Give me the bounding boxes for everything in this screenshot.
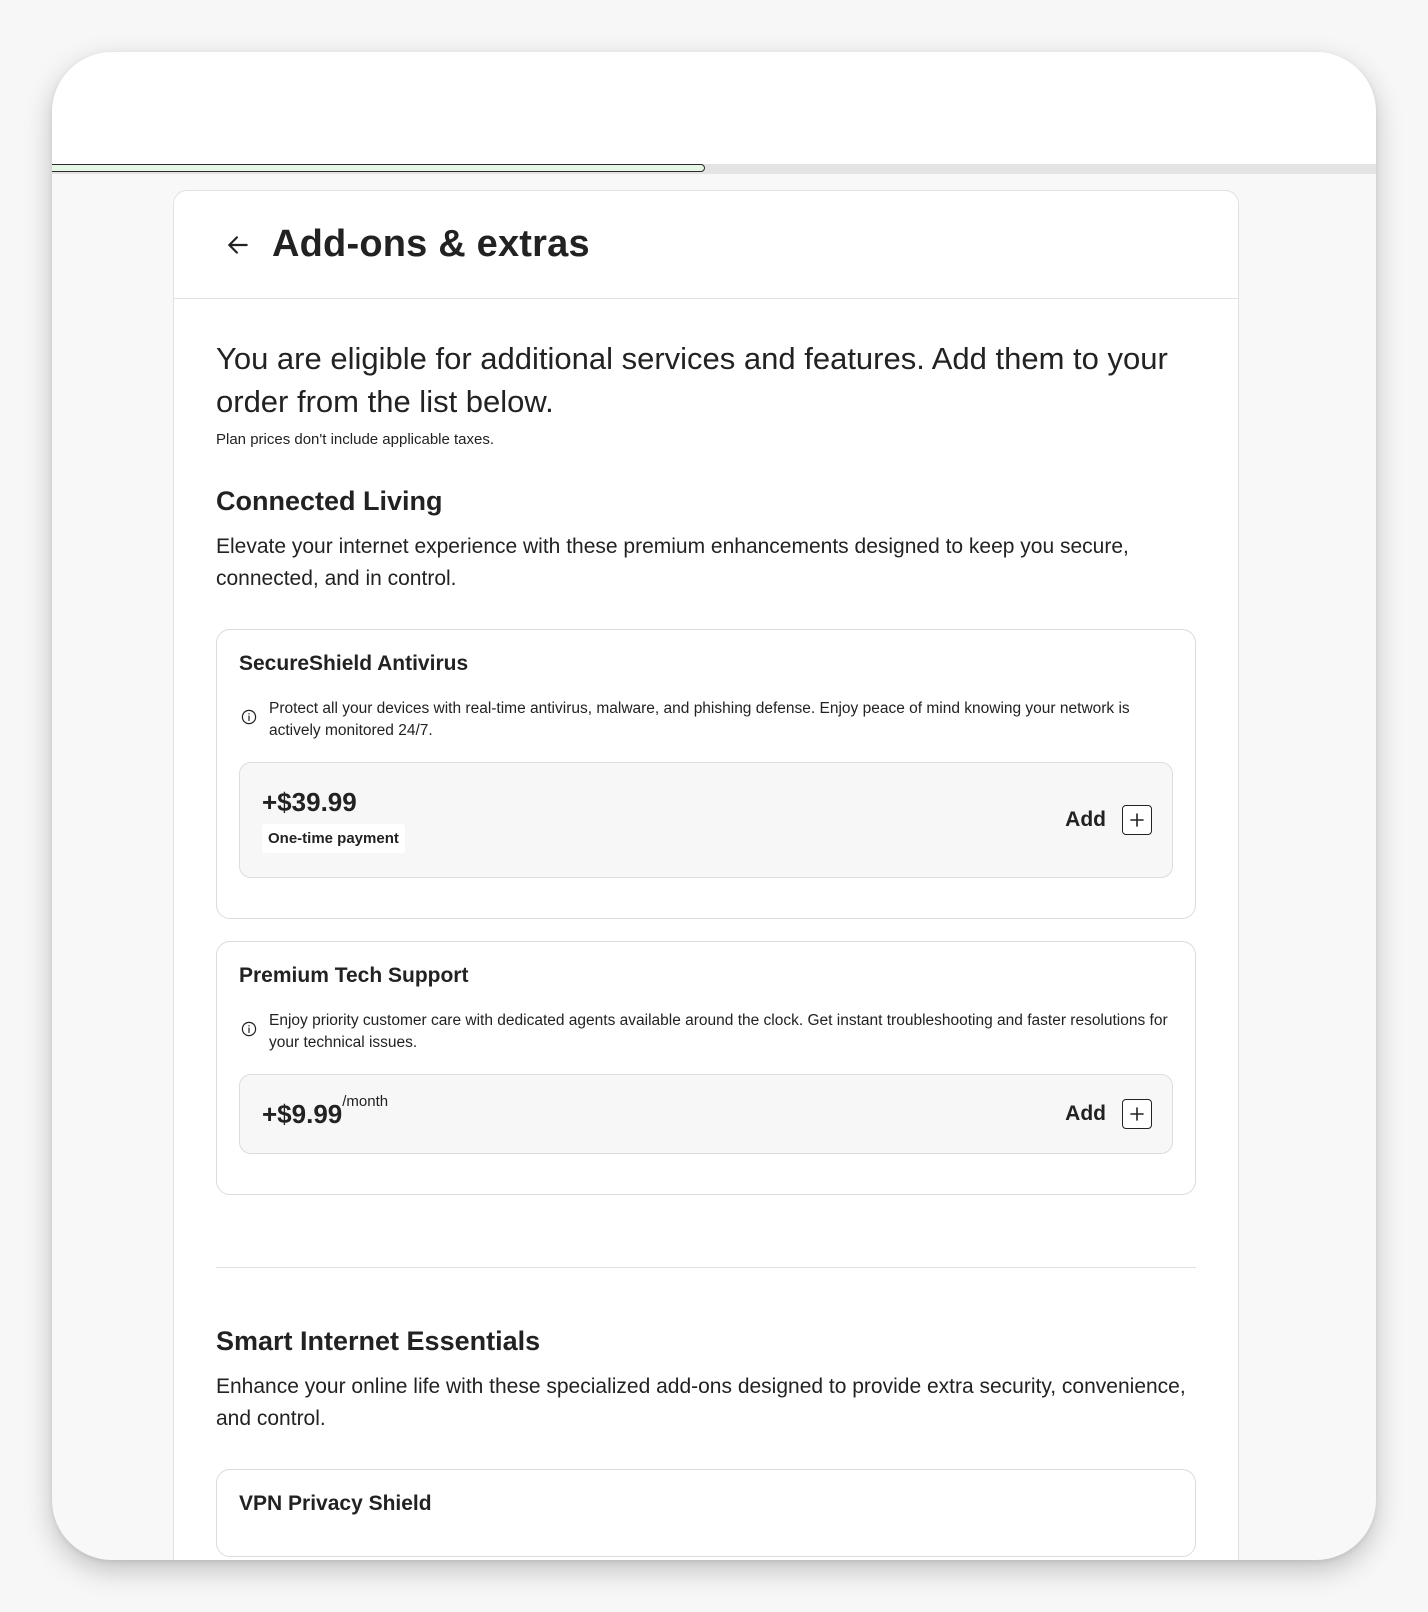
addon-description: Enjoy priority customer care with dedicated agents available around the clock. Get instant troubleshooting and faster resolutions for your technical issues. [269,1012,1168,1051]
section-title-connected-living: Connected Living [216,486,443,516]
addon-card-secureshield [216,629,1196,919]
price-amount: +$39.99 [262,787,357,817]
price-amount: +$9.99 [262,1098,343,1129]
back-button[interactable] [222,229,254,261]
section-divider [216,1267,1196,1268]
progress-bar [52,164,1376,174]
panel-content [174,299,1238,1557]
addon-card-vpn-privacy-shield [216,1469,1196,1557]
add-premium-tech-support-button[interactable] [1065,1099,1152,1129]
addon-price [262,787,405,818]
price-block [262,787,405,853]
page-title: Add-ons & extras [272,223,590,265]
intro-text: You are eligible for additional services and features. Add them to your order from the list below. [216,341,1168,419]
addon-info [239,1010,1173,1054]
section-description: Elevate your internet experience with these premium enhancements designed to keep you secure, connected, and in control. [216,535,1129,590]
addon-title: VPN Privacy Shield [239,1492,432,1515]
plus-icon [1122,805,1152,835]
section-title-smart-internet-essentials: Smart Internet Essentials [216,1326,541,1356]
top-bar [52,52,1376,164]
add-label: Add [1065,1102,1106,1125]
addon-title: SecureShield Antivirus [239,652,469,675]
addon-card-premium-tech-support [216,941,1196,1195]
panel-header [174,191,1238,299]
payment-type-badge: One-time payment [262,824,405,853]
section-description: Enhance your online life with these specialized add-ons designed to provide extra security, convenience, and control. [216,1375,1186,1430]
price-box [239,762,1173,878]
add-secureshield-button[interactable] [1065,805,1152,835]
price-box [239,1074,1173,1154]
device-frame [52,52,1376,1560]
addon-title: Premium Tech Support [239,964,469,987]
tax-note: Plan prices don't include applicable taxes. [216,431,495,448]
info-icon [241,1021,257,1037]
addon-description: Protect all your devices with real-time antivirus, malware, and phishing defense. Enjoy peace of mind knowing your network is actively monitored 24/7. [269,700,1130,739]
price-period: /month [342,1092,389,1110]
arrow-left-icon [225,232,251,258]
info-icon [241,709,257,725]
plus-icon [1122,1099,1152,1129]
add-label: Add [1065,808,1106,831]
addon-info [239,698,1173,742]
progress-bar-fill [52,164,705,172]
addons-panel [173,190,1239,1560]
addon-price [262,1092,389,1130]
